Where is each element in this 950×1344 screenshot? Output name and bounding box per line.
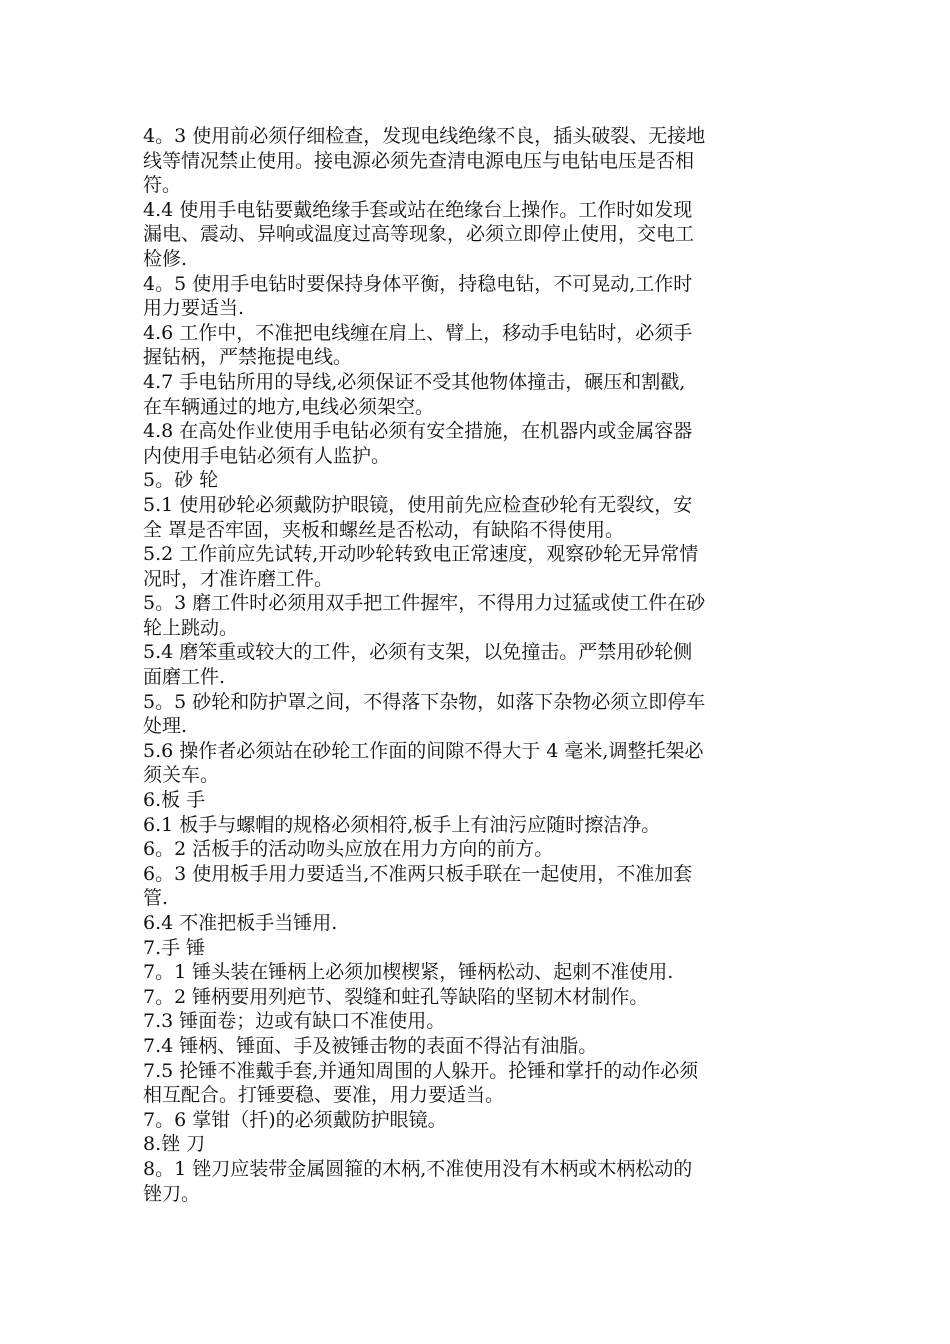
text-line: 检修. — [143, 247, 188, 270]
text-line: 6。2 活板手的活动吻头应放在用力方向的前方。 — [143, 838, 554, 861]
text-line: 4.8 在高处作业使用手电钻必须有安全措施，在机器内或金属容器 — [143, 420, 693, 443]
text-line: 7.4 锤柄、锤面、手及被锤击物的表面不得沾有油脂。 — [143, 1034, 598, 1057]
text-line: 管. — [143, 887, 169, 910]
text-line: 7.3 锤面卷；边或有缺口不准使用。 — [143, 1010, 446, 1033]
text-line: 5。5 砂轮和防护罩之间，不得落下杂物，如落下杂物必须立即停车 — [143, 690, 706, 713]
text-line: 漏电、震动、异响或温度过高等现象，必须立即停止使用，交电工 — [143, 223, 695, 246]
section-heading: 5。砂 轮 — [143, 469, 219, 492]
text-line: 5.1 使用砂轮必须戴防护眼镜，使用前先应检查砂轮有无裂纹，安 — [143, 493, 693, 516]
text-line: 锉刀。 — [143, 1182, 201, 1205]
text-line: 况时，才准许磨工件。 — [143, 567, 334, 590]
text-line: 相互配合。打锤要稳、要准，用力要适当。 — [143, 1084, 505, 1107]
text-line: 6.4 不准把板手当锤用. — [143, 912, 338, 934]
text-line: 轮上跳动。 — [143, 616, 239, 639]
text-line: 7。2 锤柄要用列疤节、裂缝和蛀孔等缺陷的坚韧木材制作。 — [143, 985, 649, 1008]
text-line: 4.7 手电钻所用的导线,必须保证不受其他物体撞击，碾压和割戳, — [143, 370, 686, 393]
text-line: 4.4 使用手电钻要戴绝缘手套或站在绝缘台上操作。工作时如发现 — [143, 198, 693, 221]
text-line: 4。5 使用手电钻时要保持身体平衡，持稳电钻，不可晃动,工作时 — [143, 272, 693, 295]
text-line: 线等情况禁止使用。接电源必须先查清电源电压与电钻电压是否相 — [143, 149, 695, 172]
text-line: 4。3 使用前必须仔细检查，发现电线绝缘不良，插头破裂、无接地 — [143, 125, 706, 147]
section-heading: 6.板 手 — [143, 789, 206, 812]
text-line: 7。6 掌钳（扦)的必须戴防护眼镜。 — [143, 1108, 447, 1131]
text-line: 8。1 锉刀应装带金属圆箍的木柄,不准使用没有木柄或木柄松动的 — [143, 1157, 693, 1180]
text-line: 5.2 工作前应先试转,开动吵轮转致电正常速度，观察砂轮无异常情 — [143, 543, 699, 566]
text-line: 4.6 工作中，不准把电线缠在肩上、臂上，移动手电钻时，必须手 — [143, 321, 693, 344]
text-line: 符。 — [143, 174, 182, 197]
text-line: 6。3 使用板手用力要适当,不准两只板手联在一起使用，不准加套 — [143, 862, 693, 885]
section-heading: 8.锉 刀 — [143, 1133, 206, 1156]
text-line: 内使用手电钻必须有人监护。 — [143, 444, 391, 467]
text-line: 握钻柄，严禁拖提电线。 — [143, 346, 353, 369]
document-body — [143, 124, 815, 1206]
text-line: 处理. — [143, 715, 188, 738]
text-line: 6.1 板手与螺帽的规格必须相符,板手上有油污应随时擦洁净。 — [143, 813, 661, 836]
text-line: 全 罩是否牢固，夹板和螺丝是否松动，有缺陷不得使用。 — [143, 518, 625, 541]
text-line: 在车辆通过的地方,电线必须架空。 — [143, 395, 435, 418]
text-line: 7.5 抡锤不准戴手套,并通知周围的人躲开。抡锤和掌扦的动作必须 — [143, 1059, 699, 1082]
text-line: 须关车。 — [143, 764, 220, 787]
text-line: 用力要适当. — [143, 297, 245, 320]
text-line: 5。3 磨工件时必须用双手把工件握牢，不得用力过猛或使工件在砂 — [143, 592, 706, 615]
text-line: 5.6 操作者必须站在砂轮工作面的间隙不得大于 4 毫米,调整托架必 — [143, 739, 704, 762]
section-heading: 7.手 锤 — [143, 936, 206, 959]
text-line: 7。1 锤头装在锤柄上必须加楔楔紧，锤柄松动、起刺不准使用. — [143, 961, 674, 984]
text-line: 面磨工件. — [143, 666, 226, 689]
text-line: 5.4 磨笨重或较大的工件，必须有支架，以免撞击。严禁用砂轮侧 — [143, 641, 693, 664]
